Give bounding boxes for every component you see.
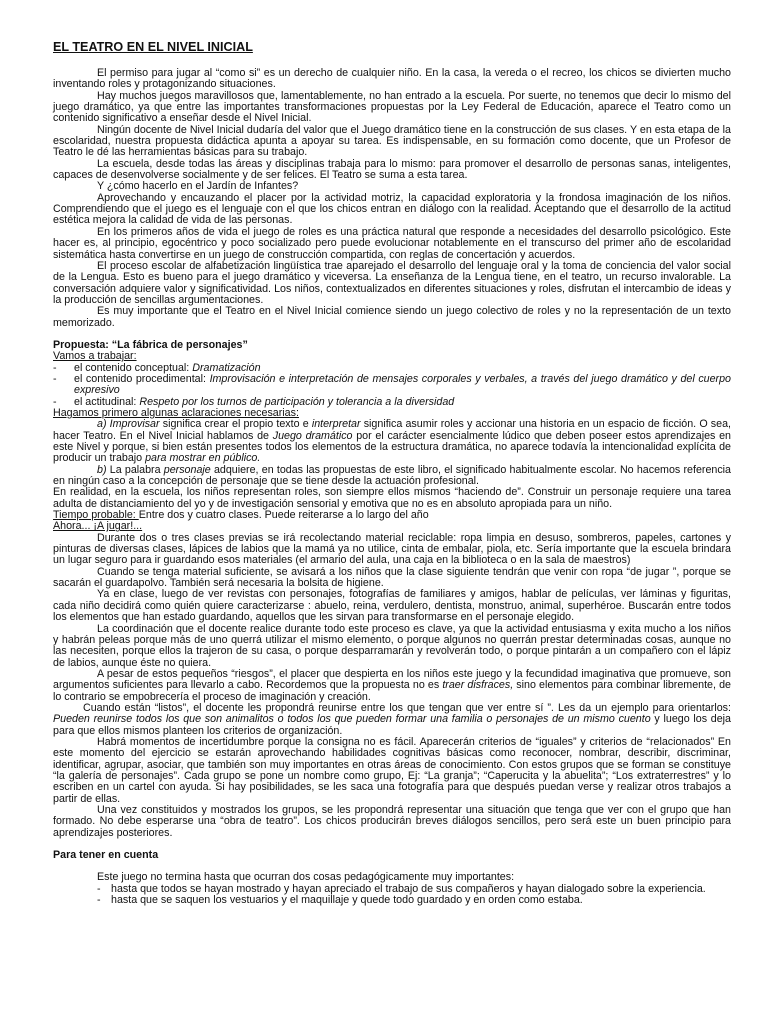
intro-paragraph-6: Aprovechando y encauzando el placer por la actividad motriz, la capacidad exploratoria y la frondosa imaginación de los niños. Comprendiendo que el juego es el lenguaje con el que los chicos entran en diálogo con la realidad. Aceptando que el desarrollo de la actitud estética mejora la calidad de vida de las personas. xyxy=(53,191,731,227)
item-value: Improvisación e interpretación de mensajes corporales y verbales, a través del juego dramático y del cuerpo expresivo xyxy=(74,372,732,397)
step-paragraph-2: Cuando se tenga material suficiente, se avisará a los niños que la clase siguiente tendrán que venir con ropa “de jugar ”, porque se sacarán el guardapolvo. También será necesaria la bolsita de higiene. xyxy=(53,565,731,590)
intro-paragraph-8: El proceso escolar de alfabetización lingüística trae aparejado el desarrollo del lenguaje oral y la toma de conciencia del valor social de la Lengua. Esto es bueno para el juego dramático y viceversa. La enseñanza de la Lengua tiene, en el teatro, un recurso invalorable. La conversación adquiere valor y significatividad. Los niños, contextualizados en diferentes situaciones y roles, disfrutan el intercambio de ideas y la producción de sencillas argumentaciones. xyxy=(53,259,731,306)
step-paragraph-1: Durante dos o tres clases previas se irá recolectando material reciclable: ropa limpia en desuso, sombreros, papeles, cartones y pinturas de diversas clases, lápices de labios que la mamá ya no utilice, cinta de embalar, piola, etc. Sería importante que la escuela brindara un lugar seguro para ir guardando esos materiales (el armario del aula, una caja en la biblioteca o en la sala de maestros) xyxy=(53,531,731,567)
intro-paragraph-2: Hay muchos juegos maravillosos que, lamentablemente, no han entrado a la escuela. Por suerte, no tenemos que decir lo mismo del juego dramático, ya que entre las importantes transformaciones propuestas por la Ley Federal de Educación, aparece el Teatro como un contenido significativo a enseñar desde el Nivel Inicial. xyxy=(53,89,731,125)
closing-item-2: - hasta que se saquen los vestuarios y el maquillaje y quede todo guardado y en orden como estaba. xyxy=(97,894,583,907)
clarifications-label: Hagamos primero algunas aclaraciones necesarias: xyxy=(53,406,299,419)
item-value: Dramatización xyxy=(192,361,261,374)
clarification-b: b) La palabra personaje adquiere, en todas las propuestas de este libro, el significado habitualmente escolar. No hacemos referencia en ningún caso a la concepción de personaje que se tiene desde la actuación profesional. xyxy=(53,463,731,488)
step-paragraph-4: La coordinación que el docente realice durante todo este proceso es clave, ya que la actividad entusiasma y exita mucho a los niños y habrán peleas porque más de uno querrá utilizar el mismo elemento, o porque algunos no querrán prestar determinadas cosas, aunque no las necesiten, porque ellos la trajeron de su casa, o porque desparramarán y revolverán todo, o porque pintarán a un compañero con el lápiz de labios, aunque éste no quiera. xyxy=(53,622,731,669)
intro-paragraph-9: Es muy importante que el Teatro en el Nivel Inicial comience siendo un juego colectivo de roles y no la representación de un texto memorizado. xyxy=(53,305,731,329)
item-label: el contenido conceptual: xyxy=(74,361,193,374)
reality-paragraph: En realidad, en la escuela, los niños representan roles, son siempre ellos mismos “haciendo de”. Construir un personaje requiere una tarea adulta de distanciamiento del yo y de investigación sensorial y emotiva que no es en absoluto apropiada para un niño. xyxy=(53,486,731,510)
document-page xyxy=(53,40,731,906)
content-item-conceptual: - el contenido conceptual: Dramatización xyxy=(53,361,261,374)
step-paragraph-3: Ya en clase, luego de ver revistas con personajes, fotografías de familiares y amigos, hablar de películas, ver láminas y figuritas, cada niño decidirá como quién quiere caracterizarse : abuelo, reina, verdulero, dentista, monstruo, animal, superhéroe. Buscarán entre todos los elementos que han estado guardando, aquellos que les sirvan para transformarse en el personaje elegido. xyxy=(53,588,731,624)
groups-paragraph: Una vez constituidos y mostrados los grupos, se les propondrá representar una situación que tenga que ver con el grupo que han formado. No debe esperarse una “obra de teatro”. Los chicos producirán breves diálogos sencillos, pero será este un buen principio para aprendizajes posteriores. xyxy=(53,804,731,839)
content-item-attitudinal: - el actitudinal: Respeto por los turnos de participación y tolerancia a la diversidad xyxy=(53,395,455,408)
content-item-procedural: - el contenido procedimental: Improvisación e interpretación de mensajes corporales y verbales, a través del juego dramático y del cuerpo expresivo xyxy=(53,372,732,397)
risks-paragraph: A pesar de estos pequeños “riesgos”, el placer que despierta en los niños este juego y la fecundidad imaginativa que promueve, son argumentos suficientes para llevarlo a cabo. Recordemos que la propuesta no es traer disfraces, sino elementos para combinar libremente, de lo contrario se empobrecería el proceso de imaginación y creación. xyxy=(53,667,731,703)
item-value: Respeto por los turnos de participación y tolerancia a la diversidad xyxy=(139,395,455,408)
document-title: EL TEATRO EN EL NIVEL INICIAL xyxy=(53,40,253,54)
closing-item-1: - hasta que todos se hayan mostrado y hayan apreciado el trabajo de sus compañeros y hayan dialogado sobre la experiencia. xyxy=(97,882,706,895)
intro-paragraph-7: En los primeros años de vida el juego de roles es una práctica natural que responde a necesidades del desarrollo psicológico. Este hacer es, al principio, egocéntrico y poco socializado pero puede evolucionar notablemente en el transcurso del primer año de escolaridad sistemática hasta convertirse en un juego de construcción compartida, con reglas de concertación y acuerdos. xyxy=(53,225,731,261)
intro-paragraph-5: Y ¿cómo hacerlo en el Jardín de Infantes? xyxy=(97,180,299,193)
closing-heading: Para tener en cuenta xyxy=(53,849,159,862)
proposal-heading: Propuesta: “La fábrica de personajes” xyxy=(53,338,248,351)
item-label: el contenido procedimental: xyxy=(74,372,210,385)
intro-paragraph-3: Ningún docente de Nivel Inicial dudaría del valor que el Juego dramático tiene en la construcción de sus clases. Y en esta etapa de la escolaridad, nuestra propuesta didáctica apunta a apoyar su tarea. Es indispensable, en su formación como docente, que un Profesor de Teatro le dé las herramientas básicas para su trabajo. xyxy=(53,123,731,159)
intro-paragraph-1: El permiso para jugar al “como si” es un derecho de cualquier niño. En la casa, la vereda o el recreo, los chicos se divierten mucho inventando roles y protagonizando situaciones. xyxy=(53,67,731,91)
play-label: Ahora... ¡A jugar!... xyxy=(53,520,143,533)
clarification-a: a) Improvisar significa crear el propio texto e interpretar significa asumir roles y accionar una historia en un espacio de ficción. O sea, hacer Teatro. En el Nivel Inicial hablamos de Juego dramático por el carácter esencialmente lúdico que deben poseer estos aprendizajes en este Nivel y porque, si bien están presentes todos los elementos de la estructura dramática, no aparece todavía la intencionalidad explícita de producir un trabajo para mostrar en público. xyxy=(53,418,731,465)
moments-paragraph: Habrá momentos de incertidumbre porque la consigna no es fácil. Aparecerán criterios de “iguales” y criterios de “relacionados” En este momento del ejercicio se estarán aprovechando habilidades cognitivas básicas como reconocer, nombrar, describir, discriminar, identificar, agrupar, asociar, que también son muy importantes en otras áreas de conocimiento. Con estos grupos que se forman se constituye “la galería de personajes”. Cada grupo se pone un nombre como grupo, Ej: “La granja”; “Caperucita y la abuelita”; “Los extraterrestres” y lo escriben en un cartel con ayuda. Si hay posibilidades, se les saca una fotografía para que después puedan verse y realizar otros trabajos a partir de ellas. xyxy=(53,735,731,805)
work-label: Vamos a trabajar: xyxy=(53,350,137,363)
intro-paragraph-4: La escuela, desde todas las áreas y disciplinas trabaja para lo mismo: para promover el desarrollo de personas sanas, inteligentes, capaces de desenvolverse socialmente y de ser felices. El Teatro se suma a esta tarea. xyxy=(53,157,731,182)
closing-intro: Este juego no termina hasta que ocurran dos cosas pedagógicamente muy importantes: xyxy=(97,871,515,884)
time-paragraph: Tiempo probable: Entre dos y cuatro clases. Puede reiterarse a lo largo del año xyxy=(53,509,429,522)
ready-paragraph: Cuando están “listos”, el docente les propondrá reunirse entre los que tengan que ver entre sí ”. Les da un ejemplo para orientarlos: Pueden reunirse todos los que son animalitos o todos los que pueden formar una familia o personajes de un mismo cuento y luego los deja para que ellos mismos planteen los criterios de organización. xyxy=(53,701,731,737)
item-label: el actitudinal: xyxy=(74,395,140,408)
